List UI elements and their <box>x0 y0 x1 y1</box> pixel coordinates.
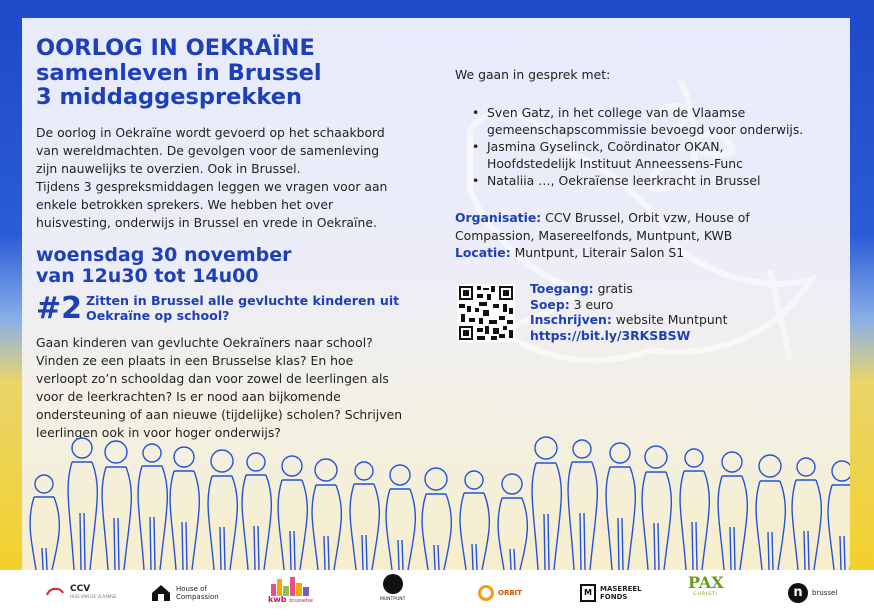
speaker-line: Sven Gatz, in het college van de Vlaamse <box>487 105 746 120</box>
logo-footer <box>0 570 874 616</box>
session-number: #2 <box>36 291 83 326</box>
toegang-label: Toegang: <box>530 281 594 296</box>
intro-line: zijn nauwelijks te overzien. Ook in Brussel. <box>36 161 301 176</box>
session-title <box>86 294 431 323</box>
organisation-value: CCV Brussel, Orbit vzw, House of <box>545 210 750 225</box>
ccv-subtext: HUIS VAN DE VLAAMSE <box>70 594 117 599</box>
intro-text <box>36 124 436 232</box>
kwb-city-icon <box>269 574 313 596</box>
logo-muntpunt <box>380 574 405 612</box>
logo-n-brussel <box>788 574 837 612</box>
speaker-line: Nataliia …, Oekraïense leerkracht in Brussel <box>487 173 761 188</box>
logo-pax-christi <box>688 574 724 612</box>
house-icon <box>150 583 172 603</box>
children-outline-illustration <box>20 430 850 570</box>
location-value: Muntpunt, Literair Salon S1 <box>514 245 685 260</box>
speaker-line: Jasmina Gyselinck, Coördinator OKAN, <box>487 139 724 154</box>
title-line-1: OORLOG IN OEKRAÏNE <box>36 35 315 61</box>
intro-line: van wereldmachten. De gevolgen voor de samenleving <box>36 143 380 158</box>
ccv-mark-icon <box>44 583 66 603</box>
inschrijven-value: website Muntpunt <box>615 312 728 327</box>
qr-code[interactable] <box>457 284 515 342</box>
time-line: van 12u30 tot 14u00 <box>36 265 259 287</box>
n-mark-icon: n <box>788 583 808 603</box>
intro-line: enkele betrokken sprekers. We hebben het over <box>36 197 334 212</box>
speaker-line: gemeenschapscommissie bevoegd voor onderwijs. <box>487 122 804 137</box>
practical-info <box>530 281 850 343</box>
orbit-ring-icon <box>478 585 494 601</box>
logo-ccv <box>44 574 116 612</box>
toegang-value: gratis <box>597 281 633 296</box>
speakers-intro: We gaan in gesprek met: <box>455 67 611 82</box>
speakers-list <box>455 104 840 189</box>
session-description <box>36 334 436 442</box>
kwb-text: kwb <box>268 595 287 604</box>
pax-text: PAX <box>688 573 724 592</box>
nbrussel-text: brussel <box>812 589 838 597</box>
masereel-mark-icon: M <box>580 584 596 602</box>
organisation-value-2: Compassion, Masereelfonds, Muntpunt, KWB <box>455 227 733 243</box>
hoc-text-1: House of <box>176 585 207 593</box>
organisation-block <box>455 209 840 262</box>
description-line: Vinden ze een plaats in een Brusselse klas? En hoe <box>36 353 354 368</box>
description-line: leerlingen ook in voor hoger onderwijs? <box>36 425 281 440</box>
organisation-label: Organisatie: <box>455 210 542 225</box>
orbit-text: ORBIT <box>498 589 523 597</box>
masereel-text-2: FONDS <box>600 593 628 601</box>
logo-masereelfonds <box>580 574 642 612</box>
session-title-line: Zitten in Brussel alle gevluchte kinderen uit <box>86 293 400 308</box>
poster-title <box>36 36 436 110</box>
list-item: • Sven Gatz, in het college van de Vlaamse gemeenschapscommissie bevoegd voor onderwijs. <box>455 104 840 138</box>
session-title-line: Oekraïne op school? <box>86 307 230 323</box>
description-line: Gaan kinderen van gevluchte Oekraïners naar school? <box>36 335 373 350</box>
logo-orbit <box>478 574 522 612</box>
speaker-line: Hoofdstedelijk Instituut Anneessens-Func <box>487 156 743 171</box>
soep-value: 3 euro <box>573 296 614 312</box>
muntpunt-dot-icon <box>383 574 403 594</box>
pax-subtext: CHRISTI <box>693 592 719 597</box>
event-date <box>36 245 436 287</box>
logo-kwb <box>268 574 313 612</box>
description-line: verloopt zo’n schooldag dan voor zowel de leerlingen als <box>36 371 389 386</box>
list-item: • Nataliia …, Oekraïense leerkracht in Brussel <box>455 172 840 189</box>
registration-link[interactable]: https://bit.ly/3RKSBSW <box>530 327 691 343</box>
list-item: • Jasmina Gyselinck, Coördinator OKAN, Hoofdstedelijk Instituut Anneessens-Func <box>455 138 840 172</box>
masereel-text-1: MASEREEL <box>600 585 642 593</box>
logo-house-of-compassion <box>150 574 219 612</box>
date-line: woensdag 30 november <box>36 244 292 266</box>
muntpunt-text: MUNTPUNT <box>380 597 406 602</box>
intro-line: huisvesting, onderwijs in Brussel en vrede in Oekraïne. <box>36 215 377 230</box>
ccv-text: CCV <box>70 584 91 594</box>
location-label: Locatie: <box>455 245 511 260</box>
intro-line: Tijdens 3 gespreksmiddagen leggen we vragen voor aan <box>36 179 388 194</box>
soep-label: Soep: <box>530 296 570 312</box>
kwb-subtext: brusselse <box>289 598 313 604</box>
hoc-text-2: Compassion <box>176 593 219 601</box>
intro-line: De oorlog in Oekraïne wordt gevoerd op het schaakbord <box>36 125 385 140</box>
title-line-3: 3 middaggesprekken <box>36 84 302 110</box>
title-line-2: samenleven in Brussel <box>36 59 322 86</box>
description-line: voor de leerkrachten? Is er nood aan bijkomende <box>36 389 341 404</box>
description-line: ondersteuning of aan nieuwe (tijdelijke) scholen? Schrijven <box>36 407 403 422</box>
inschrijven-label: Inschrijven: <box>530 312 612 327</box>
